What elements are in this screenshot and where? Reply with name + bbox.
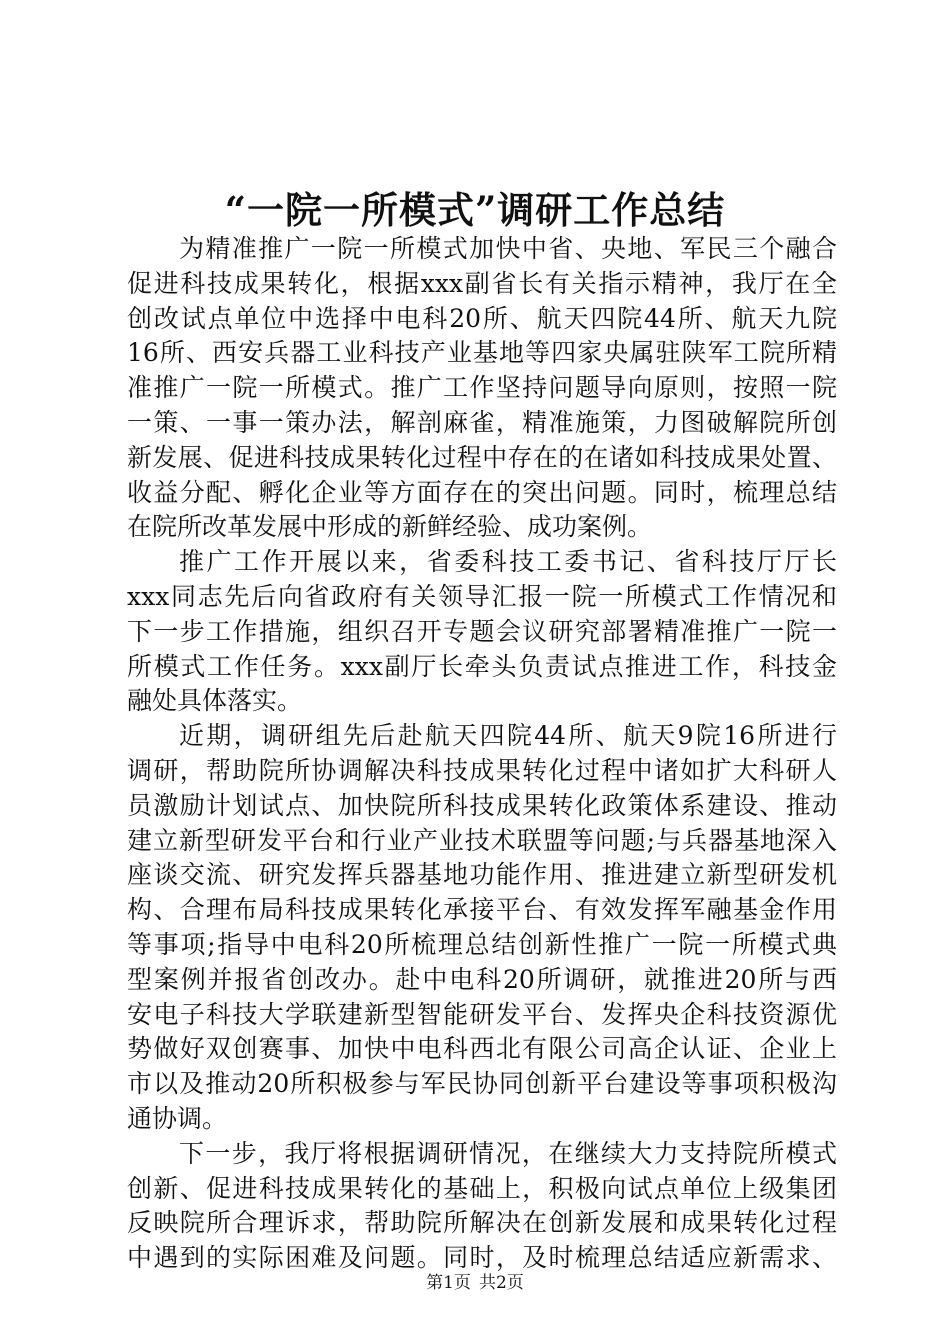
paragraph-4-line-1: 下一步，我厅将根据调研情况，在继续大力支持院所模式 [179,1138,837,1168]
page-total: 共2页 [479,1273,524,1293]
paragraph-3-line-4: 建立新型研发平台和行业产业技术联盟等问题;与兵器基地深入 [127,825,837,855]
paragraph-1-line-7: 新发展、促进科技成果转化过程中存在的在诸如科技成果处置、 [127,442,837,472]
paragraph-3-line-1: 近期，调研组先后赴航天四院44所、航天9院16所进行 [179,721,837,751]
paragraph-3-line-11: 市以及推动20所积极参与军民协同创新平台建设等事项积极沟 [127,1069,837,1099]
paragraph-4-line-3: 反映院所合理诉求，帮助院所解决在创新发展和成果转化过程 [127,1208,837,1238]
paragraph-4-line-4: 中遇到的实际困难及问题。同时，及时梳理总结适应新需求、 [127,1243,837,1273]
page-footer [0,1271,950,1295]
paragraph-3-line-6: 构、合理布局科技成果转化承接平台、有效发挥军融基金作用 [127,895,837,925]
paragraph-3-line-9: 安电子科技大学联建新型智能研发平台、发挥央企科技资源优 [127,999,837,1029]
document-body [127,232,837,1276]
paragraph-1-line-4: 16所、西安兵器工业科技产业基地等四家央属驻陕军工院所精 [127,338,837,368]
paragraph-2-line-1: 推广工作开展以来，省委科技工委书记、省科技厅厅长 [179,547,837,577]
paragraph-1-line-5: 准推广一院一所模式。推广工作坚持问题导向原则，按照一院 [127,373,837,403]
paragraph-1-line-3: 创改试点单位中选择中电科20所、航天四院44所、航天九院 [127,303,837,333]
paragraph-2-line-4: 所模式工作任务。xxx副厅长牵头负责试点推进工作，科技金 [127,651,837,681]
paragraph-3-line-3: 员激励计划试点、加快院所科技成果转化政策体系建设、推动 [127,790,837,820]
page-number: 第1页 [426,1273,471,1293]
paragraph-1-line-9: 在院所改革发展中形成的新鲜经验、成功案例。 [127,512,653,542]
paragraph-4-line-2: 创新、促进科技成果转化的基础上，积极向试点单位上级集团 [127,1173,837,1203]
document-title: “一院一所模式”调研工作总结 [224,188,726,232]
paragraph-3-line-7: 等事项;指导中电科20所梳理总结创新性推广一院一所模式典 [127,929,837,959]
paragraph-2-line-5: 融处具体落实。 [127,686,303,716]
paragraph-3-line-2: 调研，帮助院所协调解决科技成果转化过程中诸如扩大科研人 [127,755,837,785]
paragraph-2-line-2: xxx同志先后向省政府有关领导汇报一院一所模式工作情况和 [127,581,837,611]
paragraph-3-line-5: 座谈交流、研究发挥兵器基地功能作用、推进建立新型研发机 [127,860,837,890]
paragraph-3-line-10: 势做好双创赛事、加快中电科西北有限公司高企认证、企业上 [127,1034,837,1064]
paragraph-3-line-8: 型案例并报省创改办。赴中电科20所调研，就推进20所与西 [127,964,837,994]
paragraph-2-line-3: 下一步工作措施，组织召开专题会议研究部署精准推广一院一 [127,616,837,646]
paragraph-1-line-6: 一策、一事一策办法，解剖麻雀，精准施策，力图破解院所创 [127,407,837,437]
paragraph-1-line-1: 为精准推广一院一所模式加快中省、央地、军民三个融合 [179,234,837,263]
paragraph-1-line-8: 收益分配、孵化企业等方面存在的突出问题。同时，梳理总结 [127,477,837,507]
paragraph-1-line-2: 促进科技成果转化，根据xxx副省长有关指示精神，我厅在全 [127,268,837,298]
paragraph-3-line-12: 通协调。 [127,1103,228,1133]
